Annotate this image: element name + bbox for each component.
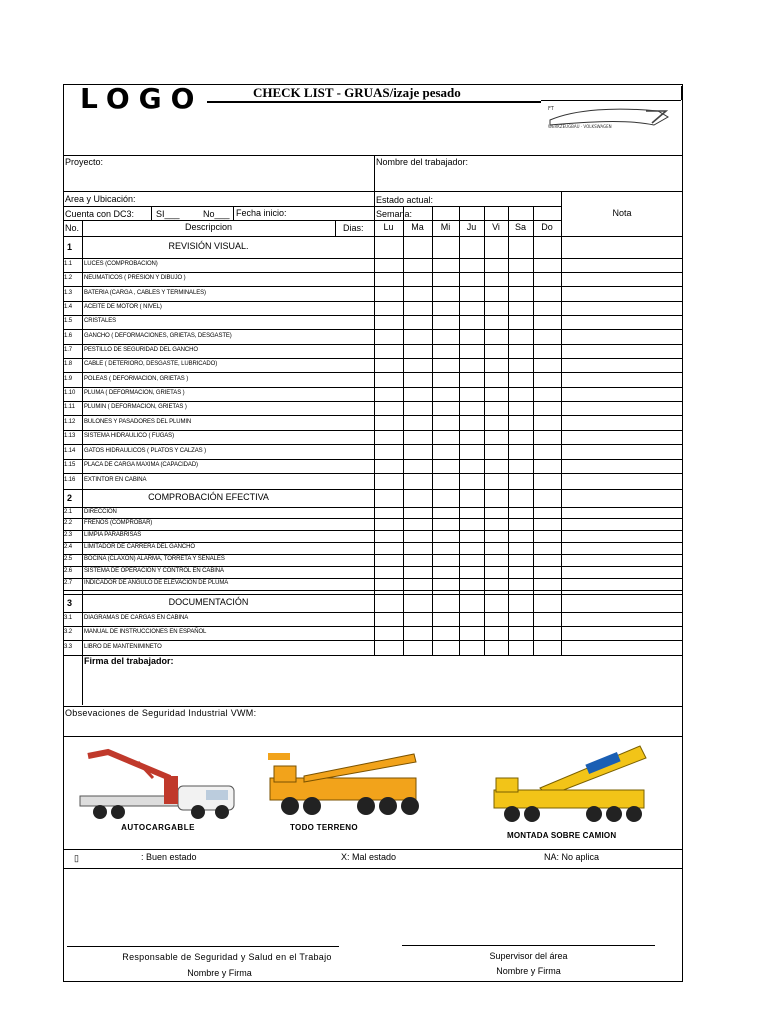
left-signature-line	[67, 946, 339, 947]
item-number: 1.1	[64, 261, 73, 267]
crane-label-montada: MONTADA SOBRE CAMION	[507, 831, 617, 840]
item-number: 1.8	[64, 361, 73, 367]
item-number: 1.12	[64, 418, 76, 425]
item-description: GANCHO ( DEFORMACIONES, GRIETAS, DESGASTE)	[84, 332, 232, 339]
legend-good-symbol: ▯	[74, 853, 79, 863]
section-number: 1	[67, 242, 73, 252]
item-number: 2.7	[64, 580, 73, 586]
item-number: 1.5	[64, 318, 73, 324]
item-description: BOCINA (CLAXON) ALARMA, TORRETA Y SEÑALES	[84, 556, 225, 562]
item-number: 1.7	[64, 347, 73, 353]
item-description: FRENOS (COMPROBAR)	[84, 520, 153, 526]
fecha-label: Fecha inicio:	[236, 208, 287, 218]
item-number: 1.13	[64, 433, 76, 439]
day-header-lu: Lu	[383, 222, 394, 232]
item-description: PESTILLO DE SEGURIDAD DEL GANCHO	[84, 347, 198, 353]
section-title: DOCUMENTACIÓN	[168, 597, 249, 607]
semana-label: Semana:	[376, 209, 413, 219]
item-number: 1.2	[64, 275, 73, 281]
day-header-mi: Mi	[440, 222, 451, 232]
svg-text:WERKZEUGBAU · VOLKSWAGEN: WERKZEUGBAU · VOLKSWAGEN	[548, 124, 612, 129]
section-number: 2	[67, 493, 73, 503]
item-number: 2.5	[64, 556, 73, 562]
dc3-no-field[interactable]: No___	[203, 209, 230, 219]
legend-na: NA: No aplica	[544, 852, 600, 862]
observaciones-label: Obsevaciones de Seguridad Industrial VWM:	[65, 708, 257, 718]
trabajador-label: Nombre del trabajador:	[376, 157, 469, 167]
legend-good: : Buen estado	[141, 852, 197, 862]
item-number: 1.6	[64, 332, 73, 339]
item-number: 1.14	[64, 447, 76, 454]
left-signature-sub: Nombre y Firma	[187, 968, 252, 978]
item-description: SISTEMA DE OPERACIÓN Y CONTROL EN CABINA	[84, 568, 224, 574]
item-number: 1.4	[64, 304, 73, 310]
item-number: 2.4	[64, 544, 73, 550]
item-number: 2.3	[64, 532, 73, 538]
col-no-header: No.	[65, 223, 80, 233]
vw-logo-icon	[546, 105, 672, 129]
item-number: 2.6	[64, 568, 73, 574]
todo-terreno-crane-icon	[264, 750, 426, 825]
item-number: 1.9	[64, 375, 73, 382]
col-descripcion-header: Descripcion	[184, 222, 233, 232]
item-description: PLUMIN ( DEFORMACION, GRIETAS )	[84, 404, 187, 410]
item-description: DIAGRAMAS DE CARGAS EN CABINA	[84, 615, 189, 621]
item-description: CRISTALES	[84, 318, 116, 324]
day-header-ju: Ju	[466, 222, 477, 232]
svg-text:FT: FT	[548, 106, 554, 112]
section-number: 3	[67, 598, 73, 608]
item-number: 1.15	[64, 462, 76, 468]
item-number: 2.1	[64, 508, 73, 515]
item-description: NEUMATICOS ( PRESION Y DIBUJO )	[84, 275, 186, 281]
item-description: EXTINTOR EN CABINA	[84, 477, 147, 483]
item-description: GATOS HIDRAULICOS ( PLATOS Y CALZAS )	[84, 447, 207, 454]
item-description: PLUMA ( DEFORMACION, GRIETAS )	[84, 390, 185, 396]
item-description: INDICADOR DE ANGULO DE ELEVACION DE PLUMA	[84, 580, 229, 586]
item-description: POLEAS ( DEFORMACION, GRIETAS )	[84, 375, 189, 382]
proyecto-label: Proyecto:	[65, 157, 104, 167]
section-title: REVISIÓN VISUAL.	[168, 241, 249, 251]
right-signature-sub: Nombre y Firma	[496, 966, 561, 976]
item-number: 1.16	[64, 477, 76, 483]
item-description: SISTEMA HIDRAULICO ( FUGAS)	[84, 433, 174, 439]
crane-label-autocargable: AUTOCARGABLE	[121, 823, 195, 832]
page-title: CHECK LIST - GRUAS/izaje pesado	[253, 85, 461, 100]
right-signature-title: Supervisor del área	[489, 951, 568, 961]
item-description: BULONES Y PASADORES DEL PLUMIN	[84, 418, 192, 425]
item-number: 2.2	[64, 520, 73, 526]
item-number: 1.10	[64, 390, 76, 396]
dc3-label: Cuenta con DC3:	[65, 209, 135, 219]
right-signature-line	[402, 945, 655, 946]
item-description: ACEITE DE MOTOR ( NIVEL)	[84, 304, 162, 310]
nota-header: Nota	[612, 208, 632, 218]
day-header-sa: Sa	[514, 222, 526, 232]
left-signature-title: Responsable de Seguridad y Salud en el Trabajo	[122, 952, 332, 962]
section-title: COMPROBACIÓN EFECTIVA	[148, 492, 269, 502]
item-number: 3.2	[64, 629, 73, 635]
item-description: LIMITADOR DE CARRERA DEL GANCHO	[84, 544, 195, 550]
firma-trabajador-label: Firma del trabajador:	[84, 656, 174, 666]
montada-camion-crane-icon	[490, 744, 650, 828]
crane-label-todo-terreno: TODO TERRENO	[290, 823, 358, 832]
estado-label: Estado actual:	[376, 195, 434, 205]
item-description: LIBRO DE MANTENIMINETO	[84, 643, 162, 650]
legend-bad: X: Mal estado	[341, 852, 397, 862]
item-description: CABLE ( DETERIORO, DESGASTE, LUBRICADO)	[84, 361, 218, 367]
item-description: LUCES (COMPROBACION)	[84, 261, 158, 267]
item-number: 1.11	[64, 404, 75, 410]
day-header-vi: Vi	[492, 222, 500, 232]
item-description: LIMPIA PARABRISAS	[84, 532, 142, 538]
item-number: 1.3	[64, 289, 73, 296]
area-label: Area y Ubicación:	[65, 194, 136, 204]
dc3-si-field[interactable]: SI___	[156, 209, 180, 219]
day-header-do: Do	[541, 222, 553, 232]
item-description: PLACA DE CARGA MAXIMA (CAPACIDAD)	[84, 462, 198, 468]
logo-placeholder: LOGO	[80, 82, 204, 115]
item-description: MANUAL DE INSTRUCCIONES EN ESPAÑOL	[84, 629, 207, 635]
item-number: 3.3	[64, 643, 73, 650]
item-description: BATERIA (CARGA , CABLES Y TERMINALES)	[84, 289, 206, 296]
item-description: DIRECCION	[84, 508, 117, 515]
item-number: 3.1	[64, 615, 73, 621]
col-dias-header: Dias:	[343, 223, 364, 233]
day-header-ma: Ma	[411, 222, 424, 232]
